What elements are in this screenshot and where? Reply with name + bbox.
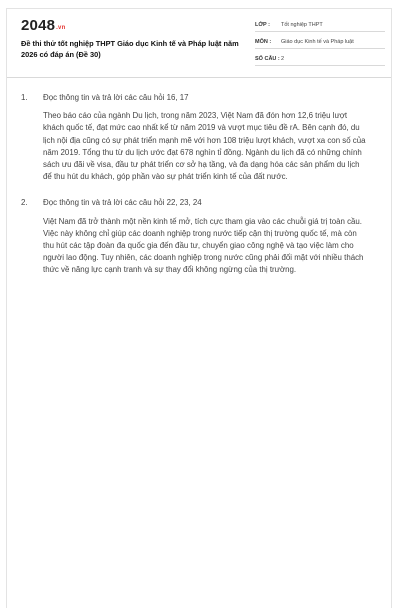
meta-value-lop: Tốt nghiệp THPT [281, 22, 323, 28]
meta-row-lop [255, 19, 385, 32]
meta-value-socau: 2 [281, 56, 285, 62]
question-number: 2. [21, 198, 28, 208]
document-header [7, 9, 391, 78]
document-title: Đề thi thử tốt nghiệp THPT Giáo dục Kinh tế và Pháp luật năm 2026 có đáp án (Đề 30) [21, 39, 239, 59]
meta-row-mon [255, 36, 385, 49]
site-logo[interactable] [21, 17, 65, 34]
meta-row-socau [255, 53, 385, 66]
question-prompt: Đọc thông tin và trả lời các câu hỏi 16, 17 [43, 93, 189, 102]
meta-label-mon: MÔN : [255, 39, 272, 45]
document-page [6, 8, 392, 608]
meta-label-lop: LỚP : [255, 22, 270, 28]
question-header [21, 92, 377, 104]
question-prompt: Đọc thông tin và trả lời các câu hỏi 22, 23, 24 [43, 198, 202, 208]
logo-text: 2048 [21, 17, 56, 34]
document-content [7, 78, 391, 277]
question-header [21, 197, 377, 209]
question-item [21, 92, 377, 183]
logo-suffix: .vn [56, 25, 66, 31]
meta-value-mon: Giáo dục Kinh tế và Pháp luật [281, 39, 354, 45]
question-item [21, 197, 377, 276]
question-number: 1. [21, 93, 28, 102]
document-meta [255, 19, 385, 66]
question-passage: Theo báo cáo của ngành Du lịch, trong năm 2023, Việt Nam đã đón hơn 12,6 triệu lượt khách quốc tế, đạt mức cao nhất kể từ năm 2019 và vượt mục tiêu đề rA. Bên cạnh đó, du lịch nội địa cũng có sự phát triển mạnh mẽ với hơn 108 triệu lượt khách, vượt xa con số của năm 2019. Tổng thu từ du lịch ước đạt 678 nghìn tỉ đồng. Ngành du lịch đã có những chính sách ưu đãi về visa, đầu tư phát triển cơ sở hạ tầng, và đa dạng hóa các sản phẩm du lịch để thu hút du khách, góp phần vào sự phát triển kinh tế của đất nước. [43, 111, 366, 182]
question-passage: Việt Nam đã trở thành một nền kinh tế mở, tích cực tham gia vào các chuỗi giá trị toàn cầu. Việc này không chỉ giúp các doanh nghiệp trong nước tiếp cận thị trường quốc tế, mà còn thu hút các tập đoàn đa quốc gia đến đầu tư, chuyển giao công nghệ và tạo việc làm cho người lao động. Tuy nhiên, các doanh nghiệp trong nước cũng phải đối mặt với nhiều thách thức về năng lực cạnh tranh và sự thay đổi không ngừng của thị trường. [43, 216, 364, 275]
meta-label-socau: SỐ CÂU : [255, 56, 280, 62]
